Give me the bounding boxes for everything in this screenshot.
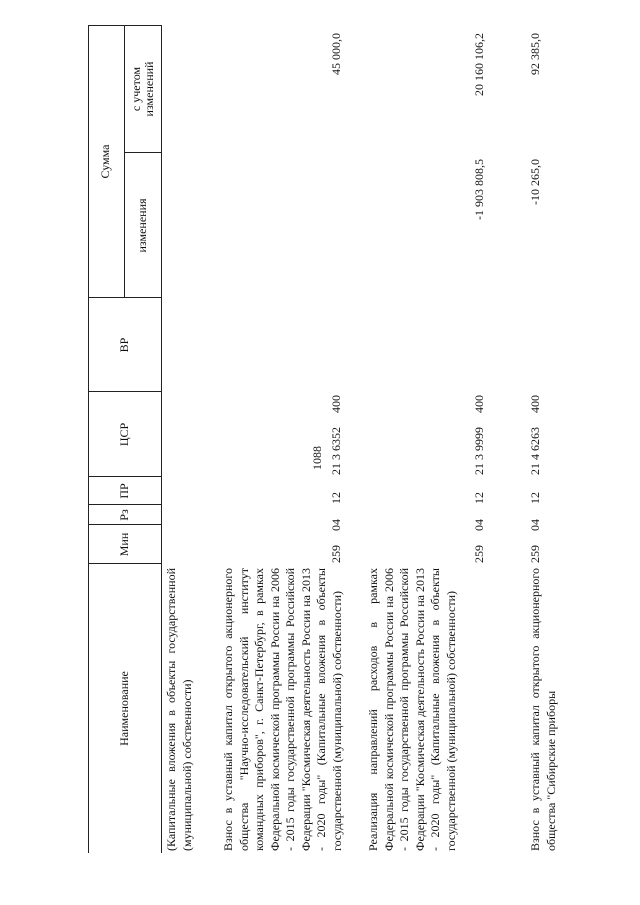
row-name: Взнос в уставный капитал открытого акционерного общества "Научно-исследовательский институт командных приборов", г. Санкт-Петербург, в рамках Федеральной космической программы России на 2006 - 2015 годы государственной программы Российской Федерации "Космическая деятельность России на 2013 - 2020 годы" (Капитальные вложения в объекты государственной (муниципальной) собственности) xyxy=(221,568,344,851)
header-csr: ЦСР xyxy=(117,422,132,447)
row-min: 259 xyxy=(528,545,542,563)
row-total: 20 160 106,2 xyxy=(472,33,486,96)
row-rz: 04 xyxy=(329,519,343,531)
header-changes: изменения xyxy=(135,198,150,253)
header-name: Наименование xyxy=(117,671,132,746)
header-pr: ПР xyxy=(117,483,132,499)
header-min: Мин xyxy=(117,532,132,557)
row-csr: 21 3 6352 xyxy=(329,427,343,475)
budget-table xyxy=(88,25,582,853)
row-min: 259 xyxy=(329,545,343,563)
row-min: 259 xyxy=(472,545,486,563)
row-rz: 04 xyxy=(472,519,486,531)
row-name: (Капитальные вложения в объекты государственной (муниципальной) собственности) xyxy=(164,568,194,851)
row-total: 45 000,0 xyxy=(329,33,343,75)
header-with-changes: с учетом изменений xyxy=(129,61,156,117)
row-csr: 21 4 6263 xyxy=(528,427,542,475)
row-change: -1 903 808,5 xyxy=(472,159,486,220)
row-change: -10 265,0 xyxy=(528,159,542,205)
rotated-page xyxy=(88,25,582,853)
header-rz: Рз xyxy=(117,509,132,521)
row-vr: 400 xyxy=(528,395,542,413)
row-name: Реализация направлений расходов в рамках Федеральной космической программы России на 2006 - 2015 годы государственной программы Российской Федерации "Космическая деятельность России на 2013 - 2020 годы" (Капитальные вложения в объекты государственной (муниципальной) собственности) xyxy=(366,568,458,851)
page-number: 1088 xyxy=(310,446,324,470)
row-name: Взнос в уставный капитал открытого акционерного общества "Сибирские приборы xyxy=(528,568,558,851)
row-pr: 12 xyxy=(528,492,542,504)
row-pr: 12 xyxy=(472,492,486,504)
row-vr: 400 xyxy=(329,395,343,413)
row-vr: 400 xyxy=(472,395,486,413)
row-pr: 12 xyxy=(329,492,343,504)
row-rz: 04 xyxy=(528,519,542,531)
row-csr: 21 3 9999 xyxy=(472,427,486,475)
row-total: 92 385,0 xyxy=(528,33,542,75)
header-sum: Сумма xyxy=(98,144,113,179)
header-vr: ВР xyxy=(117,337,132,353)
